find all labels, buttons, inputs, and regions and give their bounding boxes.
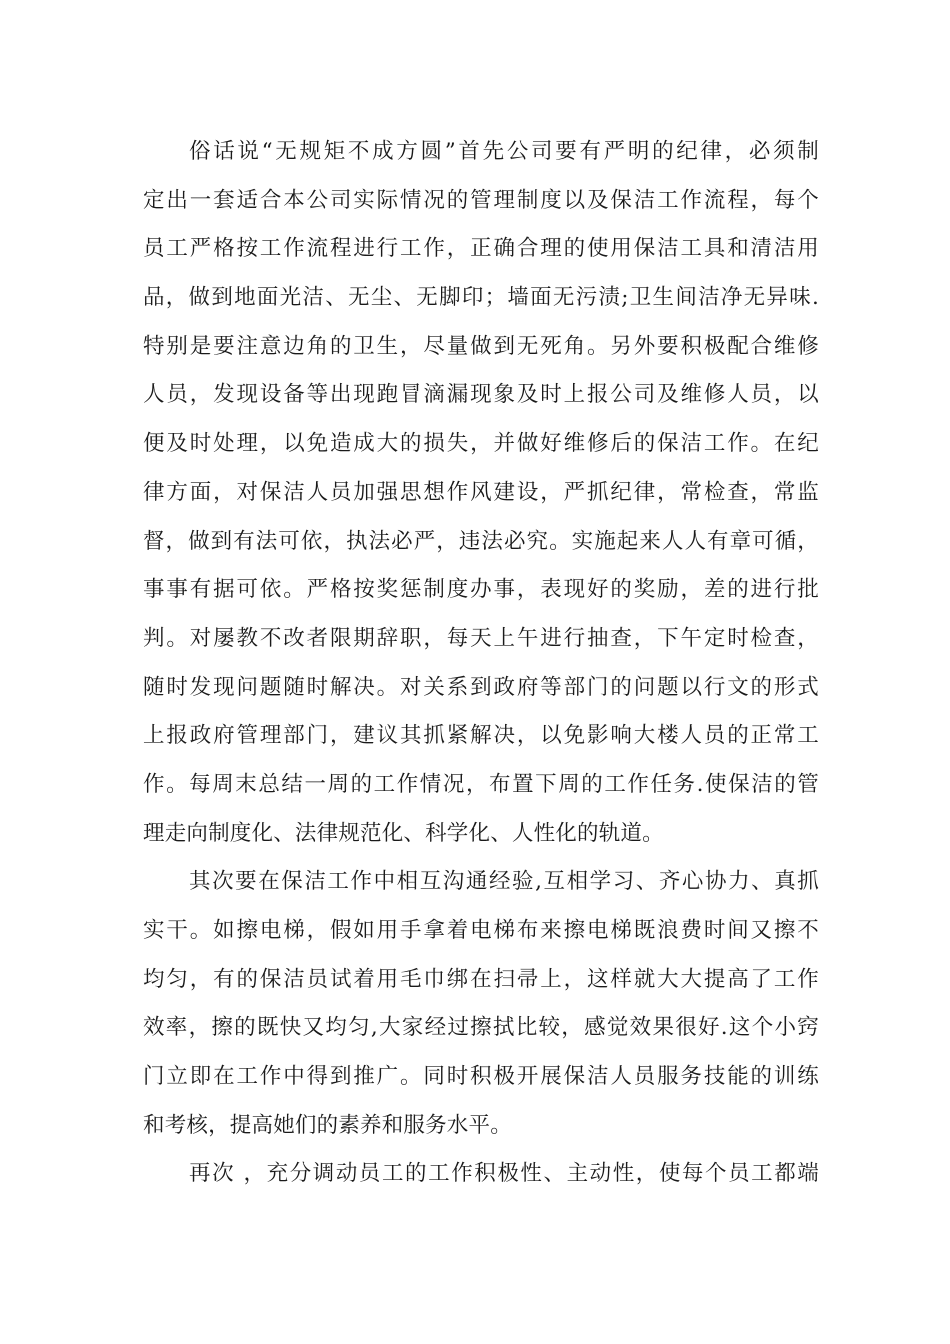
- document-body: [143, 128, 819, 1199]
- text-line: 效率，擦的既快又均匀,大家经过擦拭比较，感觉效果很好.这个小窍: [143, 1015, 819, 1041]
- text-line: 品，做到地面光洁、无尘、无脚印；墙面无污渍;卫生间洁净无异味.: [143, 285, 819, 311]
- paragraph-2: [143, 858, 819, 1150]
- text-line: 俗话说“无规矩不成方圆”首先公司要有严明的纪律，必须制: [189, 139, 819, 164]
- text-line: 随时发现问题随时解决。对关系到政府等部门的问题以行文的形式: [143, 674, 819, 700]
- text-line: 均匀，有的保洁员试着用毛巾绑在扫帚上，这样就大大提高了工作: [143, 966, 819, 992]
- text-line: 理走向制度化、法律规范化、科学化、人性化的轨道。: [143, 820, 664, 846]
- text-line: 律方面，对保洁人员加强思想作风建设，严抓纪律，常检查，常监: [143, 479, 819, 505]
- text-line: 督，做到有法可依，执法必严，违法必究。实施起来人人有章可循，: [143, 528, 819, 554]
- text-line: 和考核，提高她们的素养和服务水平。: [143, 1112, 512, 1138]
- text-line: 人员，发现设备等出现跑冒滴漏现象及时上报公司及维修人员，以: [143, 382, 819, 408]
- text-line: 特别是要注意边角的卫生，尽量做到无死角。另外要积极配合维修: [143, 333, 819, 359]
- text-line: 判。对屡教不改者限期辞职，每天上午进行抽查，下午定时检查，: [143, 625, 819, 651]
- text-line: 员工严格按工作流程进行工作，正确合理的使用保洁工具和清洁用: [143, 236, 819, 262]
- text-line: 事事有据可依。严格按奖惩制度办事，表现好的奖励，差的进行批: [143, 577, 819, 603]
- text-line: 其次要在保洁工作中相互沟通经验,互相学习、齐心协力、真抓: [189, 869, 819, 895]
- text-line: 再次 ，充分调动员工的工作积极性、主动性，使每个员工都端: [189, 1161, 819, 1187]
- text-line: 便及时处理，以免造成大的损失，并做好维修后的保洁工作。在纪: [143, 431, 819, 457]
- text-line: 门立即在工作中得到推广。同时积极开展保洁人员服务技能的训练: [143, 1064, 819, 1090]
- text-line: 定出一套适合本公司实际情况的管理制度以及保洁工作流程，每个: [143, 187, 819, 213]
- text-line: 作。每周末总结一周的工作情况，布置下周的工作任务.使保洁的管: [143, 771, 819, 797]
- text-line: 上报政府管理部门，建议其抓紧解决，以免影响大楼人员的正常工: [143, 723, 819, 749]
- paragraph-3: [143, 1150, 819, 1199]
- paragraph-1: [143, 128, 819, 858]
- text-line: 实干。如擦电梯，假如用手拿着电梯布来擦电梯既浪费时间又擦不: [143, 918, 819, 943]
